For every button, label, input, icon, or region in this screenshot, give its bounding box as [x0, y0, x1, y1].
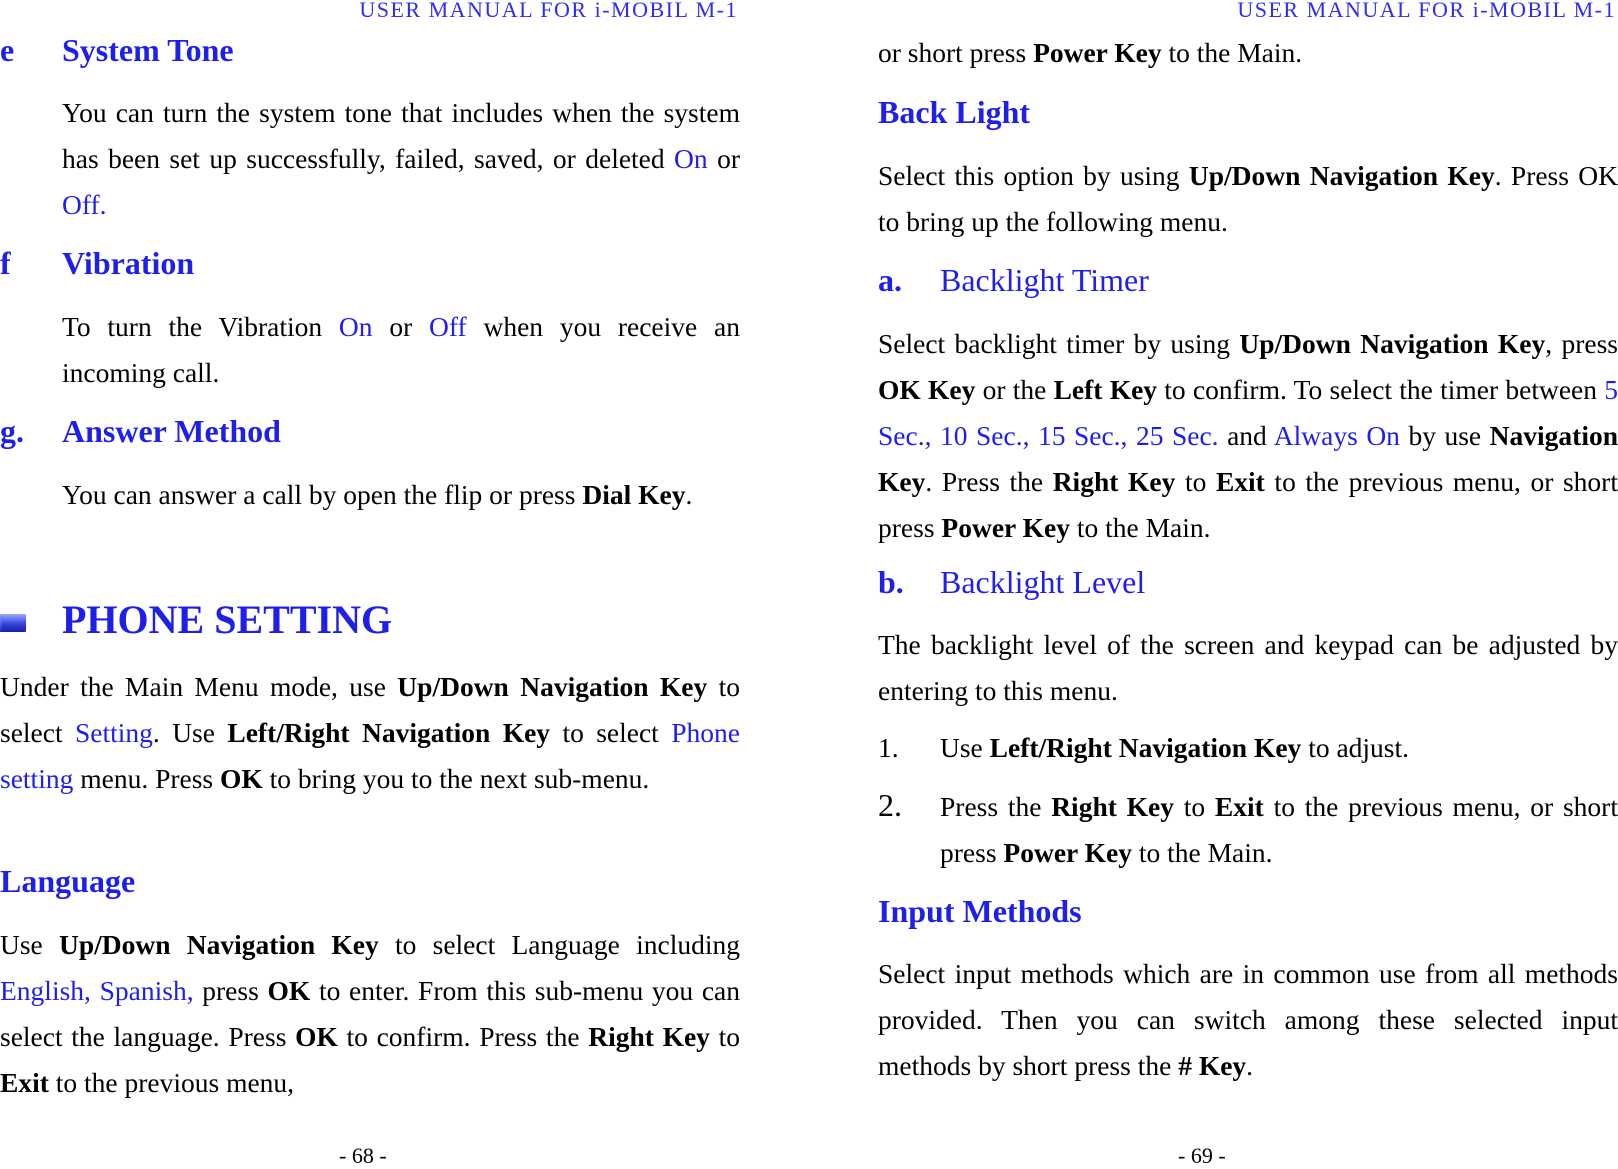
phone-setting-heading: PHONE SETTING	[62, 597, 393, 642]
item-letter: g.	[0, 413, 24, 449]
body-text: to confirm. Press the	[337, 1021, 589, 1052]
body-text: Select input methods which are in common use from all methods provided. Then you can switch among these selected input methods by short press the	[878, 958, 1618, 1081]
key-name: Up/Down Navigation Key	[59, 929, 379, 960]
running-header: USER MANUAL FOR i-MOBIL M-1	[359, 0, 738, 22]
body-text: by use	[1399, 420, 1490, 451]
answer-method-heading	[0, 411, 740, 451]
body-text: Use	[940, 732, 990, 763]
backlight-level-heading	[878, 562, 1145, 602]
body-text: . Press the	[925, 466, 1053, 497]
body-text: Select this option by using	[878, 160, 1189, 191]
key-name: Left/Right Navigation Key	[227, 717, 551, 748]
system-tone-heading	[0, 30, 740, 70]
body-text: to the previous menu,	[48, 1067, 295, 1098]
system-tone-title: System Tone	[62, 32, 234, 68]
body-text: Use	[0, 929, 60, 960]
body-text: to the Main.	[1069, 512, 1211, 543]
backlight-level-text: The backlight level of the screen and keypad can be adjusted by entering to this menu.	[878, 629, 1618, 706]
key-name: OK Key	[878, 374, 976, 405]
page-number: - 69 -	[1178, 1143, 1226, 1168]
body-text: Select backlight timer by using	[878, 328, 1240, 359]
running-header: USER MANUAL FOR i-MOBIL M-1	[1237, 0, 1616, 22]
body-text: You can turn the system tone that includes when the system has been set up successfully, failed, saved, or deleted	[62, 97, 740, 174]
continuation-text	[878, 30, 1618, 76]
body-text: , press	[1545, 328, 1618, 359]
body-text: menu. Press	[73, 763, 221, 794]
body-text: Under the Main Menu mode, use	[0, 671, 398, 702]
option-off: Off	[429, 311, 467, 342]
back-light-text	[878, 153, 1618, 245]
language-heading: Language	[0, 863, 136, 899]
vibration-heading	[0, 243, 740, 283]
key-name: Power Key	[1033, 37, 1162, 68]
key-name: Power Key	[1003, 837, 1132, 868]
body-text: . Press OK to bring up the following menu.	[878, 160, 1618, 237]
body-text: to the previous menu, or short press	[940, 791, 1618, 868]
menu-name: Phone setting	[0, 717, 740, 794]
step-1	[878, 725, 1618, 771]
key-name: Left Key	[1053, 374, 1158, 405]
input-methods-heading: Input Methods	[878, 893, 1082, 929]
system-tone-text	[62, 90, 740, 228]
option-on: On	[674, 143, 708, 174]
body-text: to the previous menu, or short press	[878, 466, 1618, 543]
vibration-text	[62, 304, 740, 396]
answer-method-title: Answer Method	[62, 413, 281, 449]
key-name: Power Key	[941, 512, 1070, 543]
option-off: Off.	[62, 189, 107, 220]
step-number: 1.	[878, 732, 899, 763]
body-text: Press the	[940, 791, 1052, 822]
item-letter: b.	[878, 564, 904, 600]
timer-options: 5 Sec., 10 Sec., 15 Sec., 25 Sec.	[878, 374, 1618, 451]
key-name: Navigation Key	[878, 420, 1618, 497]
page-number: - 68 -	[339, 1143, 387, 1168]
language-text	[0, 922, 740, 1106]
body-text: to adjust.	[1301, 732, 1410, 763]
step-2	[878, 784, 1618, 876]
body-text: to	[709, 1021, 740, 1052]
backlight-timer-title: Backlight Timer	[940, 262, 1149, 298]
key-name: Left/Right Navigation Key	[989, 732, 1302, 763]
vibration-title: Vibration	[62, 245, 195, 281]
body-text: or	[372, 311, 430, 342]
key-name: Exit	[1215, 466, 1265, 497]
body-text: to select	[0, 671, 741, 748]
language-options: English, Spanish,	[0, 975, 194, 1006]
body-text: to select Language including	[378, 929, 740, 960]
body-text: to bring you to the next sub-menu.	[262, 763, 650, 794]
key-name: OK	[220, 763, 263, 794]
key-name: Exit	[0, 1067, 49, 1098]
key-name: OK	[267, 975, 311, 1006]
key-name: Up/Down Navigation Key	[397, 671, 708, 702]
body-text: press	[193, 975, 268, 1006]
key-name: # Key	[1178, 1050, 1247, 1081]
item-letter: e	[0, 32, 15, 68]
right-page	[878, 0, 1618, 1168]
item-letter: f	[0, 245, 11, 281]
body-text: or the	[975, 374, 1054, 405]
body-text: to	[1175, 466, 1216, 497]
step-text	[940, 725, 1618, 771]
item-letter: a.	[878, 262, 902, 298]
timer-option-always-on: Always On	[1273, 420, 1400, 451]
body-text: You can answer a call by open the flip or press	[62, 479, 583, 510]
key-name: Right Key	[1051, 791, 1174, 822]
body-text: to select	[550, 717, 672, 748]
phone-setting-heading-row	[0, 598, 740, 648]
back-light-heading: Back Light	[878, 94, 1031, 130]
body-text: To turn the Vibration	[62, 311, 339, 342]
body-text: to the Main.	[1161, 37, 1303, 68]
left-page	[0, 0, 740, 1168]
step-text	[940, 784, 1618, 876]
key-name: Exit	[1214, 791, 1264, 822]
answer-method-text	[62, 472, 740, 518]
key-name: Right Key	[588, 1021, 710, 1052]
square-bullet-icon	[0, 614, 26, 632]
menu-name: Setting	[75, 717, 153, 748]
body-text: when you receive an incoming call.	[62, 311, 740, 388]
body-text: . Use	[152, 717, 228, 748]
body-text: or	[707, 143, 740, 174]
phone-setting-text	[0, 664, 740, 802]
backlight-level-title: Backlight Level	[940, 564, 1146, 600]
key-name: Right Key	[1052, 466, 1176, 497]
body-text: to confirm. To select the timer between	[1157, 374, 1605, 405]
backlight-timer-text	[878, 321, 1618, 551]
body-text: and	[1218, 420, 1274, 451]
option-on: On	[338, 311, 373, 342]
step-number: 2.	[878, 787, 902, 823]
key-name: Up/Down Navigation Key	[1239, 328, 1546, 359]
body-text: or short press	[878, 37, 1034, 68]
body-text: .	[685, 479, 693, 510]
body-text: .	[1246, 1050, 1254, 1081]
key-name: Up/Down Navigation Key	[1188, 160, 1495, 191]
body-text: to enter. From this sub-menu you can select the language. Press	[0, 975, 741, 1052]
key-name: OK	[295, 1021, 338, 1052]
key-name: Dial Key	[582, 479, 686, 510]
input-methods-text	[878, 951, 1618, 1089]
body-text: to the Main.	[1131, 837, 1273, 868]
backlight-timer-heading	[878, 260, 1149, 300]
body-text: to	[1174, 791, 1215, 822]
